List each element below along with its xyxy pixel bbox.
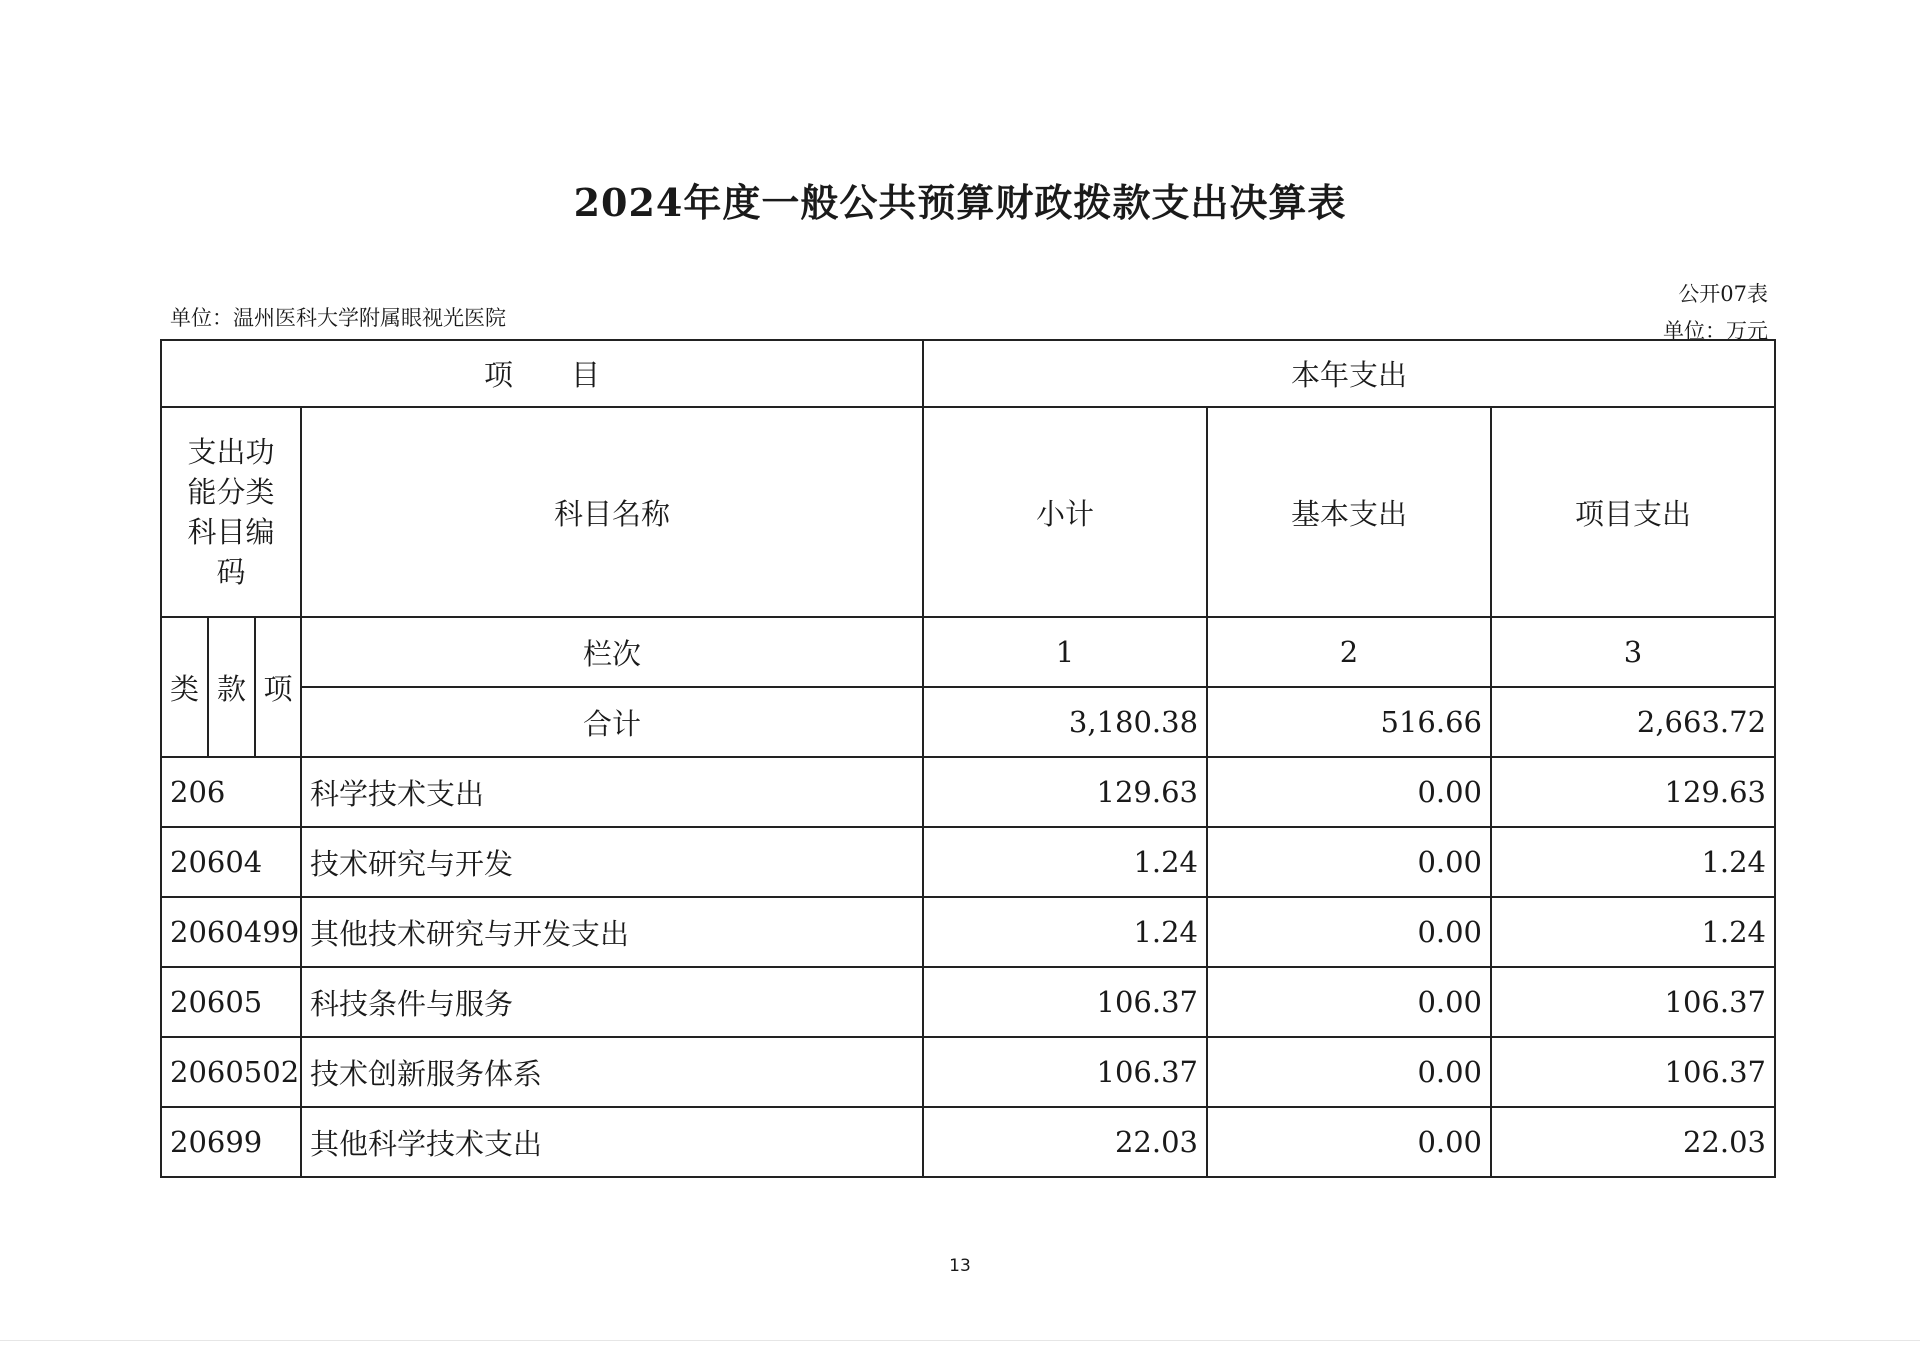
- total-subtotal: 3,180.38: [923, 687, 1207, 757]
- row-code: 206: [161, 757, 301, 827]
- header-row-1: [161, 340, 1775, 407]
- row-code: 2060499: [161, 897, 301, 967]
- header-basic: 基本支出: [1207, 407, 1491, 617]
- header-row-2: [161, 407, 1775, 617]
- row-subtotal: 106.37: [923, 1037, 1207, 1107]
- row-basic: 0.00: [1207, 897, 1491, 967]
- row-project: 22.03: [1491, 1107, 1775, 1177]
- header-lei: 类: [161, 617, 208, 757]
- header-item: 项 目: [161, 340, 923, 407]
- row-subtotal: 1.24: [923, 827, 1207, 897]
- row-subtotal: 129.63: [923, 757, 1207, 827]
- row-code: 2060502: [161, 1037, 301, 1107]
- column-order-label: 栏次: [301, 617, 923, 687]
- column-order-3: 3: [1491, 617, 1775, 687]
- page-number: 13: [949, 1256, 971, 1276]
- header-subtotal: 小计: [923, 407, 1207, 617]
- table-row: [161, 967, 1775, 1037]
- currency-unit: 单位：万元: [1663, 319, 1768, 343]
- table-row: [161, 827, 1775, 897]
- table-row: [161, 1107, 1775, 1177]
- row-name: 科技条件与服务: [301, 967, 923, 1037]
- row-name: 技术研究与开发: [301, 827, 923, 897]
- scan-edge-divider: [0, 1340, 1920, 1341]
- expenditure-table: [160, 339, 1776, 1178]
- row-basic: 0.00: [1207, 757, 1491, 827]
- row-basic: 0.00: [1207, 1037, 1491, 1107]
- row-subtotal: 22.03: [923, 1107, 1207, 1177]
- row-code: 20699: [161, 1107, 301, 1177]
- row-name: 技术创新服务体系: [301, 1037, 923, 1107]
- row-project: 1.24: [1491, 897, 1775, 967]
- row-name: 其他科学技术支出: [301, 1107, 923, 1177]
- column-order-row: [161, 617, 1775, 687]
- header-project: 项目支出: [1491, 407, 1775, 617]
- row-basic: 0.00: [1207, 827, 1491, 897]
- row-name: 其他技术研究与开发支出: [301, 897, 923, 967]
- header-name-col: 科目名称: [301, 407, 923, 617]
- row-project: 1.24: [1491, 827, 1775, 897]
- row-project: 106.37: [1491, 1037, 1775, 1107]
- total-label: 合计: [301, 687, 923, 757]
- column-order-1: 1: [923, 617, 1207, 687]
- row-code: 20605: [161, 967, 301, 1037]
- row-name: 科学技术支出: [301, 757, 923, 827]
- header-current-year: 本年支出: [923, 340, 1775, 407]
- row-subtotal: 106.37: [923, 967, 1207, 1037]
- row-subtotal: 1.24: [923, 897, 1207, 967]
- total-basic: 516.66: [1207, 687, 1491, 757]
- row-basic: 0.00: [1207, 967, 1491, 1037]
- table-row: [161, 757, 1775, 827]
- row-basic: 0.00: [1207, 1107, 1491, 1177]
- page-title: 2024年度一般公共预算财政拨款支出决算表: [573, 180, 1347, 225]
- row-project: 106.37: [1491, 967, 1775, 1037]
- row-code: 20604: [161, 827, 301, 897]
- header-code-col: 支出功能分类科目编码: [161, 407, 301, 617]
- form-number: 公开07表: [1678, 282, 1768, 306]
- column-order-2: 2: [1207, 617, 1491, 687]
- header-kuan: 款: [208, 617, 255, 757]
- total-row: [161, 687, 1775, 757]
- total-project: 2,663.72: [1491, 687, 1775, 757]
- table-row: [161, 1037, 1775, 1107]
- reporting-unit: 单位：温州医科大学附属眼视光医院: [170, 306, 506, 330]
- table-row: [161, 897, 1775, 967]
- header-xiang: 项: [255, 617, 301, 757]
- row-project: 129.63: [1491, 757, 1775, 827]
